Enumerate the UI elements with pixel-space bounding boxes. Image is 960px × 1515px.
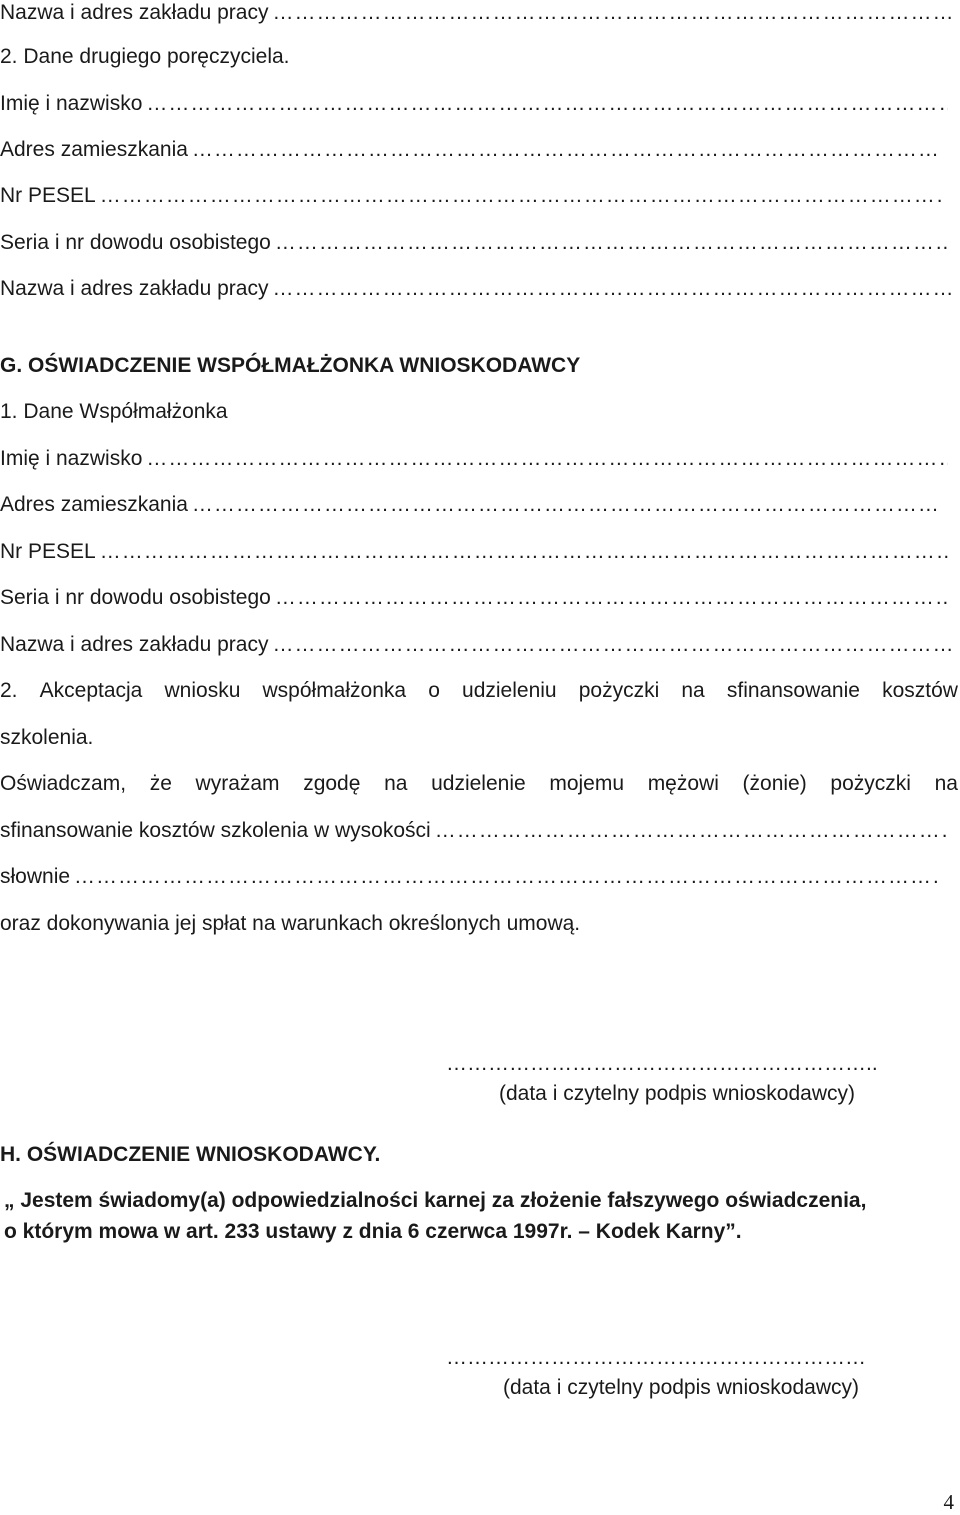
- declaration-line-1: „ Jestem świadomy(a) odpowiedzialności karnej za złożenie fałszywego oświadczenia,: [4, 1189, 867, 1212]
- guarantor2-id-field[interactable]: [0, 229, 948, 257]
- fill-dots: [272, 0, 952, 27]
- fill-dots: [146, 445, 948, 473]
- amount-in-words-field[interactable]: [0, 863, 940, 891]
- id-label: Seria i nr dowodu osobistego: [0, 586, 271, 609]
- page-number: 4: [943, 1490, 954, 1514]
- acceptance-subheading-cont: szkolenia.: [0, 726, 94, 749]
- pesel-label: Nr PESEL: [0, 540, 96, 563]
- employer-label: Nazwa i adres zakładu pracy: [0, 1, 269, 24]
- address-label: Adres zamieszkania: [0, 493, 188, 516]
- spouse-address-field[interactable]: [0, 491, 940, 519]
- word: Oświadczam,: [0, 772, 127, 795]
- spouse-signature-caption: (data i czytelny podpis wnioskodawcy): [499, 1082, 855, 1105]
- spouse-data-subheading: 1. Dane Współmałżonka: [0, 400, 228, 423]
- fill-dots: [275, 229, 948, 257]
- fill-dots: [435, 817, 948, 845]
- word: na: [384, 772, 408, 795]
- spouse-pesel-field[interactable]: [0, 538, 948, 566]
- fill-dots: [146, 90, 948, 118]
- name-label: Imię i nazwisko: [0, 447, 143, 470]
- word: pożyczki: [830, 772, 911, 795]
- fill-dots: [100, 182, 944, 210]
- employer-label: Nazwa i adres zakładu pracy: [0, 277, 269, 300]
- employer-field-guarantor1[interactable]: [0, 0, 952, 27]
- address-label: Adres zamieszkania: [0, 138, 188, 161]
- word: mężowi: [647, 772, 719, 795]
- guarantor2-employer-field[interactable]: [0, 275, 952, 303]
- word: pożyczki: [578, 679, 660, 702]
- word: że: [149, 772, 172, 795]
- word: na: [934, 772, 958, 795]
- words-label: słownie: [0, 865, 71, 888]
- spouse-id-field[interactable]: [0, 584, 948, 612]
- fill-dots: [192, 136, 940, 164]
- word: mojemu: [549, 772, 625, 795]
- guarantor2-pesel-field[interactable]: [0, 182, 944, 210]
- id-label: Seria i nr dowodu osobistego: [0, 231, 271, 254]
- fill-dots: [272, 275, 952, 303]
- applicant-signature-caption: (data i czytelny podpis wnioskodawcy): [503, 1376, 859, 1399]
- name-label: Imię i nazwisko: [0, 92, 143, 115]
- word: 2.: [0, 679, 18, 702]
- employer-label: Nazwa i adres zakładu pracy: [0, 633, 269, 656]
- spouse-name-field[interactable]: [0, 445, 948, 473]
- loan-amount-field[interactable]: [0, 817, 948, 845]
- guarantor2-address-field[interactable]: [0, 136, 940, 164]
- section-h-heading: H. OŚWIADCZENIE WNIOSKODAWCY.: [0, 1143, 381, 1166]
- word: Akceptacja: [39, 679, 143, 702]
- spouse-employer-field[interactable]: [0, 631, 952, 659]
- fill-dots: [100, 538, 948, 566]
- fill-dots: [74, 863, 940, 891]
- declaration-line-2: o którym mowa w art. 233 ustawy z dnia 6 czerwca 1997r. – Kodek Karny”.: [4, 1220, 742, 1243]
- spouse-signature-line[interactable]: ……………………………………………………..: [446, 1052, 878, 1075]
- word: udzieleniu: [462, 679, 557, 702]
- fill-dots: [192, 491, 940, 519]
- consent-statement-end: oraz dokonywania jej spłat na warunkach określonych umową.: [0, 912, 581, 935]
- word: o: [428, 679, 440, 702]
- acceptance-subheading: [0, 677, 958, 705]
- pesel-label: Nr PESEL: [0, 184, 96, 207]
- amount-label: sfinansowanie kosztów szkolenia w wysokości: [0, 819, 431, 842]
- fill-dots: [275, 584, 948, 612]
- word: współmałżonka: [262, 679, 407, 702]
- word: udzielenie: [431, 772, 526, 795]
- word: na: [681, 679, 705, 702]
- guarantor2-name-field[interactable]: [0, 90, 948, 118]
- guarantor2-heading: 2. Dane drugiego poręczyciela.: [0, 45, 290, 68]
- section-g-heading: G. OŚWIADCZENIE WSPÓŁMAŁŻONKA WNIOSKODAWCY: [0, 354, 581, 377]
- word: wniosku: [164, 679, 241, 702]
- word: wyrażam: [195, 772, 280, 795]
- word: sfinansowanie: [726, 679, 860, 702]
- fill-dots: [272, 631, 952, 659]
- word: zgodę: [303, 772, 361, 795]
- word: (żonie): [742, 772, 807, 795]
- consent-statement: [0, 770, 958, 798]
- applicant-signature-line[interactable]: ……………………………………………………: [446, 1346, 866, 1369]
- word: kosztów: [882, 679, 958, 702]
